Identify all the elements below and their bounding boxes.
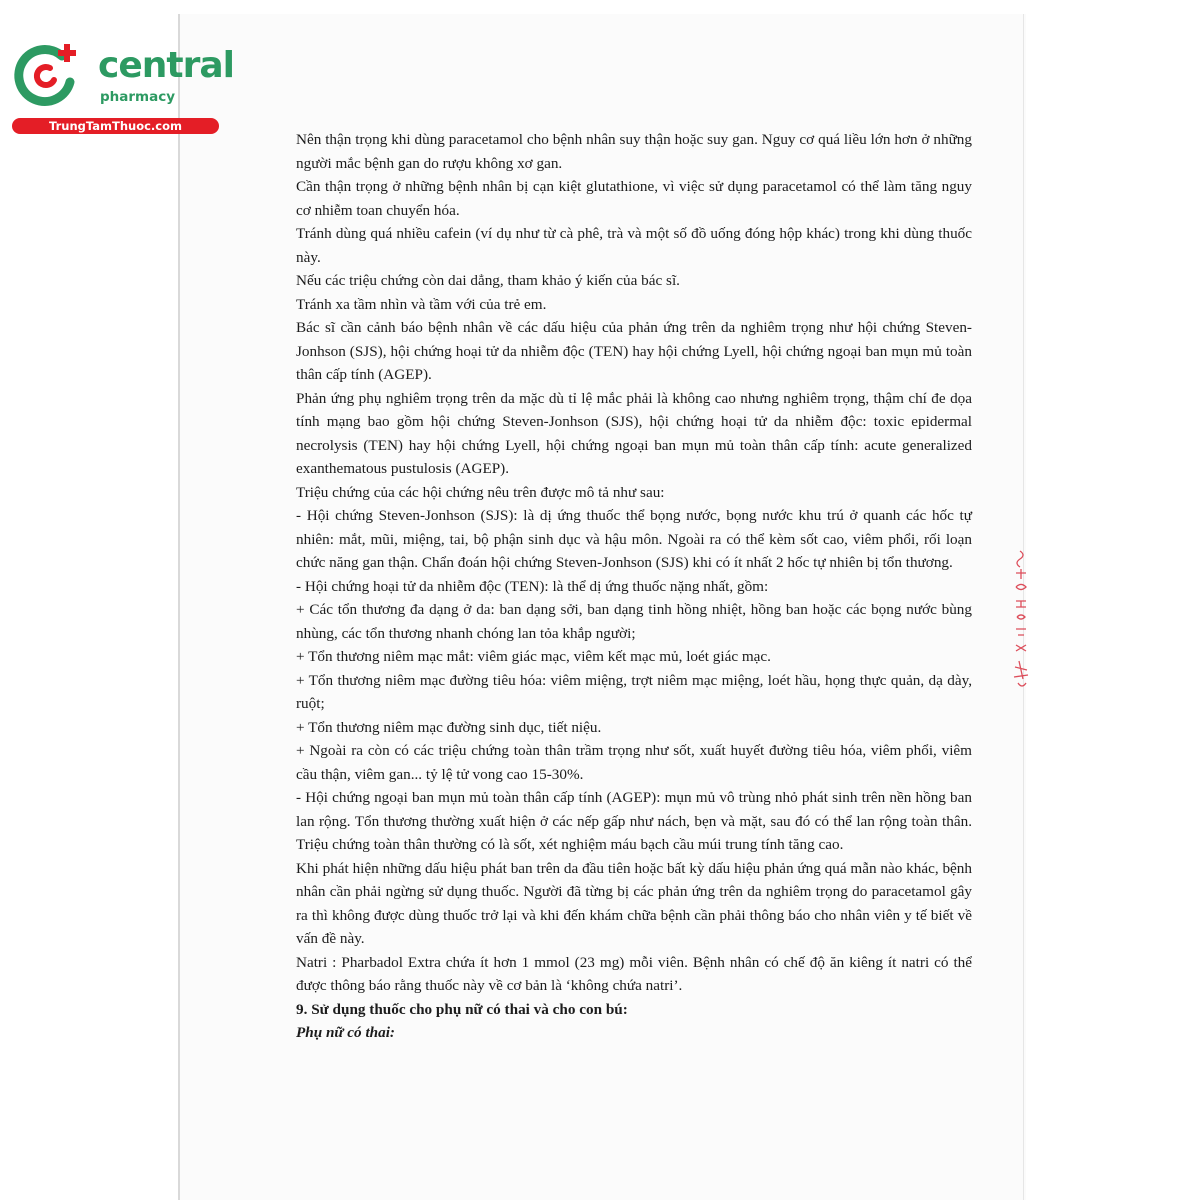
paragraph-glutathione: Cần thận trọng ở những bệnh nhân bị cạn kiệt glutathione, vì việc sử dụng paracetamol có thể làm tăng nguy cơ nhiễm toan chuyển hóa. <box>296 178 972 219</box>
logo-brand-name: central <box>98 45 234 86</box>
list-item-ten-systemic: + Ngoài ra còn có các triệu chứng toàn thân trầm trọng như sốt, xuất huyết đường tiêu hóa, viêm phổi, viêm cầu thận, viêm gan... tỷ lệ tử vong cao 15-30%. <box>296 742 972 783</box>
subheading-pregnant-women: Phụ nữ có thai: <box>296 1024 395 1041</box>
list-item-ten-digestive: + Tổn thương niêm mạc đường tiêu hóa: viêm miệng, trợt niêm mạc miệng, loét hầu, họng thực quản, dạ dày, ruột; <box>296 671 972 712</box>
list-item-agep: - Hội chứng ngoại ban mụn mủ toàn thân cấp tính (AGEP): mụn mủ vô trùng nhỏ phát sinh trên nền hồng ban lan rộng. Tổn thương thường xuất hiện ở các nếp gấp như nách, bẹn và mặt, sau đó có thể lan rộng toàn thân. Triệu chứng toàn thân thường có là sốt, xét nghiệm máu bạch cầu múi trung tính tăng cao. <box>296 789 972 853</box>
list-item-ten-skin: + Các tổn thương đa dạng ở da: ban dạng sởi, ban dạng tinh hồng nhiệt, hồng ban hoặc các bọng nước bùng nhùng, các tổn thương nhanh chóng lan tỏa khắp người; <box>296 601 972 642</box>
paragraph-skin-warning: Bác sĩ cần cảnh báo bệnh nhân về các dấu hiệu của phản ứng trên da nghiêm trọng như hội chứng Steven-Jonhson (SJS), hội chứng hoại tử da nhiễm độc (TEN) hay hội chứng Lyell, hội chứng ngoại ban mụn mủ toàn thân cấp tính (AGEP). <box>296 319 972 383</box>
stamp-signature-icon <box>1006 545 1036 695</box>
list-item-ten-genital: + Tổn thương niêm mạc đường sinh dục, tiết niệu. <box>296 718 602 736</box>
logo-website-banner: TrungTamThuoc.com <box>12 118 219 134</box>
paragraph-sodium: Natri : Pharbadol Extra chứa ít hơn 1 mmol (23 mg) mỗi viên. Bệnh nhân có chế độ ăn kiêng ít natri có thể được thông báo rằng thuốc này về cơ bản là ‘không chứa natri’. <box>296 953 972 994</box>
paragraph-stop-drug: Khi phát hiện những dấu hiệu phát ban trên da đầu tiên hoặc bất kỳ dấu hiệu phản ứng quá mẫn nào khác, bệnh nhân cần phải ngừng sử dụng thuốc. Người đã từng bị các phản ứng trên da nghiêm trọng do paracetamol gây ra thì không được dùng thuốc trở lại và khi đến khám chữa bệnh cần phải thông báo cho nhân viên y tế biết về vấn đề này. <box>296 859 972 947</box>
list-item-sjs: - Hội chứng Steven-Jonhson (SJS): là dị ứng thuốc thể bọng nước, bọng nước khu trú ở quanh các hốc tự nhiên: mắt, mũi, miệng, tai, bộ phận sinh dục và hậu môn. Ngoài ra có thể kèm sốt cao, viêm phổi, rối loạn chức năng gan thận. Chẩn đoán hội chứng Steven-Jonhson (SJS) khi có ít nhất 2 hốc tự nhiên bị tổn thương. <box>296 507 972 571</box>
document-body <box>296 128 972 1045</box>
paragraph-renal-hepatic: Nên thận trọng khi dùng paracetamol cho bệnh nhân suy thận hoặc suy gan. Nguy cơ quá liều lớn hơn ở những người mắc bệnh gan do rượu không xơ gan. <box>296 131 972 172</box>
list-item-ten: - Hội chứng hoại tử da nhiễm độc (TEN): là thể dị ứng thuốc nặng nhất, gồm: <box>296 577 769 595</box>
logo-subtitle: pharmacy <box>100 89 176 105</box>
paragraph-symptoms-intro: Triệu chứng của các hội chứng nêu trên được mô tả như sau: <box>296 483 665 501</box>
paragraph-caffeine: Tránh dùng quá nhiều cafein (ví dụ như từ cà phê, trà và một số đồ uống đóng hộp khác) trong khi dùng thuốc này. <box>296 225 972 266</box>
list-item-ten-eye: + Tổn thương niêm mạc mắt: viêm giác mạc, viêm kết mạc mủ, loét giác mạc. <box>296 648 771 665</box>
pharmacy-logo-icon <box>10 38 90 110</box>
paragraph-persistent-symptoms: Nếu các triệu chứng còn dai dẳng, tham khảo ý kiến của bác sĩ. <box>296 272 680 289</box>
paragraph-children: Tránh xa tầm nhìn và tầm với của trẻ em. <box>296 295 547 313</box>
section-heading-pregnancy: 9. Sử dụng thuốc cho phụ nữ có thai và cho con bú: <box>296 1000 628 1018</box>
paragraph-skin-reactions: Phản ứng phụ nghiêm trọng trên da mặc dù tỉ lệ mắc phải là không cao nhưng nghiêm trọng, thậm chí đe dọa tính mạng bao gồm hội chứng Steven-Jonhson (SJS), hội chứng hoại tử da nhiễm độc: toxic epidermal necrolysis (TEN) hay hội chứng Lyell, hội chứng ngoại ban mụn mủ toàn thân cấp tính: acute generalized exanthematous pustulosis (AGEP). <box>296 389 972 477</box>
central-pharmacy-logo[interactable] <box>10 38 234 138</box>
